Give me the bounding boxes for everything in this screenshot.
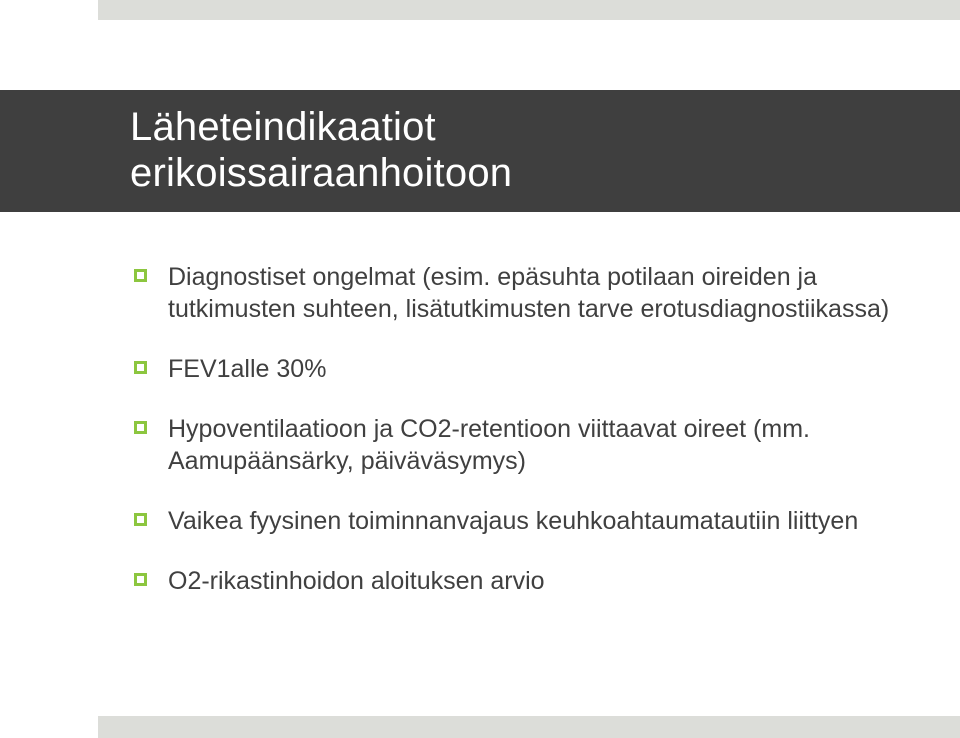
bullet-item-functional-impairment [132, 505, 942, 537]
square-bullet-icon [134, 513, 147, 526]
square-bullet-icon [134, 573, 147, 586]
bullet-text: Diagnostiset ongelmat (esim. epäsuhta potilaan oireiden ja tutkimusten suhteen, lisätutkimusten tarve erotusdiagnostiikassa) [168, 263, 890, 323]
slide-title [130, 104, 930, 196]
bottom-decorative-strip [98, 716, 960, 738]
bullet-text: Vaikea fyysinen toiminnanvajaus keuhkoahtaumatautiin liittyen [168, 507, 859, 535]
square-bullet-icon [134, 421, 147, 434]
top-decorative-strip [98, 0, 960, 20]
bullet-text: Hypoventilaatioon ja CO2-retentioon viittaavat oireet (mm. Aamupäänsärky, päiväväsymys) [168, 415, 810, 475]
bullet-item-fev1 [132, 353, 942, 385]
bullet-list [132, 261, 942, 597]
bullet-item-diagnostic-problems [132, 261, 942, 325]
bullet-text: FEV1alle 30% [168, 355, 327, 383]
bullet-item-oxygen-concentrator [132, 565, 942, 597]
square-bullet-icon [134, 361, 147, 374]
bullet-text: O2-rikastinhoidon aloituksen arvio [168, 567, 545, 595]
slide-title-line-1: Läheteindikaatiot [130, 105, 436, 149]
bullet-item-hypoventilation [132, 413, 942, 477]
slide-title-line-2: erikoissairaanhoitoon [130, 151, 513, 195]
square-bullet-icon [134, 269, 147, 282]
